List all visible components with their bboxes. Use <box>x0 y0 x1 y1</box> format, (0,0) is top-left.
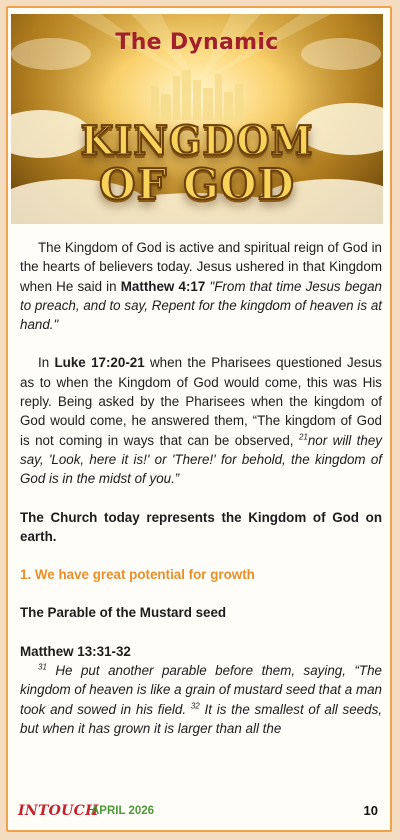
scripture-quote: "From that time Jesus began to preach, and to say, Repent for the kingdom of heaven is at hand." <box>20 278 382 333</box>
scripture-quote: nor will they say, 'Look, here it is!' or 'There!' for behold, the kingdom of God is in the midst of you.” <box>20 432 382 487</box>
verse-number: 32 <box>190 701 200 711</box>
section-heading: 1. We have great potential for growth <box>20 567 255 583</box>
page-number: 10 <box>363 803 378 818</box>
hero-title: The Dynamic <box>115 30 279 55</box>
hero-word-of-god: OF GOD <box>99 160 295 209</box>
paragraph-luke: In Luke 17:20-21 when the Pharisees questioned Jesus as to when the Kingdom of God would come, this was His reply. Being asked by the Pharisees when the kingdom of God would come, he answered them, “The kingdom of God is not coming in ways that can be observed, $^{21}$nor will they say, 'Look, here it is!' or 'There!' for behold, the kingdom of God is in the midst of you.” <box>20 355 382 487</box>
hero-word-kingdom: KINGDOM <box>80 116 314 165</box>
article-body <box>20 238 382 738</box>
scripture-ref-heading: Matthew 13:31-32 <box>20 643 131 659</box>
verse-number: 21 <box>298 432 308 442</box>
church-statement: The Church today represents the Kingdom of God on earth. <box>20 509 382 544</box>
hero-image <box>11 14 383 224</box>
magazine-logo: INTOUCH <box>18 803 99 819</box>
paragraph-parable: $^{31}$ He put another parable before them, saying, “The kingdom of heaven is like a grain of mustard seed that a man took and sowed in his field. $^{32}$ It is the smallest of all seeds, but when it has grown it is larger than all the <box>20 662 382 736</box>
scripture-ref: Matthew 4:17 <box>120 278 206 294</box>
paragraph-intro: The Kingdom of God is active and spiritual reign of God in the hearts of believers today. Jesus ushered in that Kingdom when He said in Matthew 4:17 "From that time Jesus began to preach, and to say, Repent for the kingdom of heaven is at hand." <box>20 240 382 333</box>
verse-number: 31 <box>38 662 47 672</box>
footer <box>18 802 386 822</box>
scripture-ref: Luke 17:20-21 <box>54 355 145 371</box>
issue-date: APRIL 2026 <box>91 805 155 817</box>
subheading: The Parable of the Mustard seed <box>20 605 227 621</box>
